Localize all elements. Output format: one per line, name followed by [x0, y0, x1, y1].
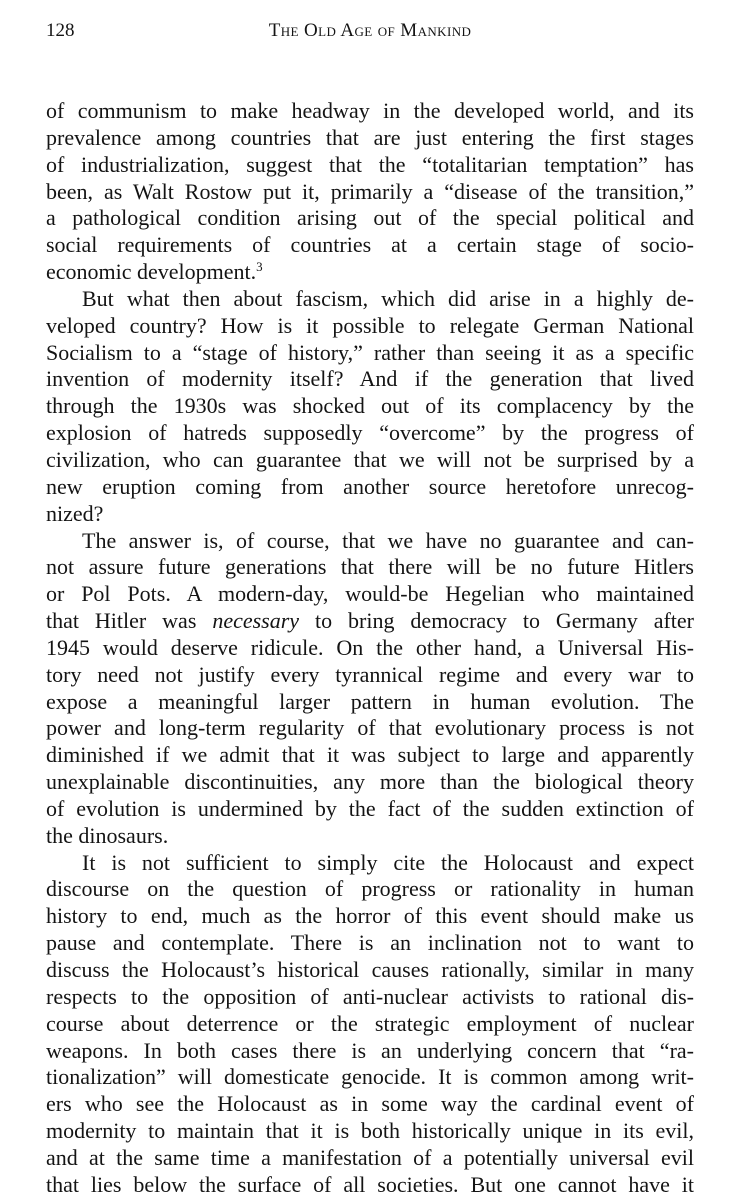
text-line: through the 1930s was shocked out of its complacency by the [46, 393, 694, 419]
text-line: of communism to make headway in the developed world, and its [46, 98, 694, 123]
text-line: been, as Walt Rostow put it, primarily a “disease of the transition,” [46, 178, 694, 204]
text-line: veloped country? How is it possible to relegate German National [46, 312, 694, 338]
text-line: explosion of hatreds supposedly “overcome” by the progress of [46, 420, 694, 446]
text-line: prevalence among countries that are just entering the first stages [46, 124, 694, 150]
paragraph-3 [46, 528, 694, 850]
text-fragment: that Hitler was [46, 608, 213, 634]
text-line: pause and contemplate. There is an inclination not to want to [46, 930, 694, 956]
text-line: unexplainable discontinuities, any more than the biological theory [46, 769, 694, 795]
text-line: tionalization” will domesticate genocide. It is common among writ- [46, 1064, 694, 1090]
emphasized-word: necessary [212, 608, 300, 634]
text-fragment: to bring democracy to Germany after [299, 608, 694, 634]
text-line: of industrialization, suggest that the “totalitarian temptation” has [46, 151, 694, 177]
text-line: or Pol Pots. A modern-day, would-be Hegelian who maintained [46, 581, 694, 607]
text-line: invention of modernity itself? And if the generation that lived [46, 366, 694, 392]
text-line: nized? [46, 500, 104, 526]
text-line: history to end, much as the horror of this event should make us [46, 903, 694, 929]
text-line: and at the same time a manifestation of a potentially universal evil [46, 1144, 694, 1170]
body-text [46, 98, 694, 1199]
text-line: weapons. In both cases there is an underlying concern that “ra- [46, 1037, 694, 1063]
text-line: respects to the opposition of anti-nuclear activists to rational dis- [46, 983, 694, 1009]
text-line: modernity to maintain that it is both historically unique in its evil, [46, 1118, 694, 1144]
text-line: civilization, who can guarantee that we will not be surprised by a [46, 446, 694, 472]
text-line: course about deterrence or the strategic employment of nuclear [46, 1010, 694, 1036]
text-line: It is not sufficient to simply cite the Holocaust and expect [82, 849, 694, 875]
text-line [46, 259, 694, 286]
text-line: the dinosaurs. [46, 822, 169, 848]
book-page [46, 16, 694, 1199]
text-line: ers who see the Holocaust as in some way the cardinal event of [46, 1091, 694, 1117]
text-line: that lies below the surface of all societies. But one cannot have it [46, 1171, 694, 1197]
text-line: discourse on the question of progress or rationality in human [46, 876, 694, 902]
text-line: power and long-term regularity of that evolutionary process is not [46, 715, 694, 741]
text-line: Socialism to a “stage of history,” rather than seeing it as a specific [46, 339, 694, 365]
text-line: not assure future generations that there will be no future Hitlers [46, 554, 694, 580]
paragraph-4 [46, 850, 694, 1199]
text-line: social requirements of countries at a certain stage of socio- [46, 232, 694, 258]
text-line: of evolution is undermined by the fact of the sudden extinction of [46, 795, 694, 821]
text-line: discuss the Holocaust’s historical causes rationally, similar in many [46, 957, 694, 982]
text-line: diminished if we admit that it was subject to large and apparently [46, 742, 694, 768]
text-line [46, 608, 694, 635]
text-line: The answer is, of course, that we have no guarantee and can- [82, 527, 694, 553]
running-title: The Old Age of Mankind [268, 20, 472, 41]
text-line: 1945 would deserve ridicule. On the other hand, a Universal His- [46, 634, 694, 660]
text-line: But what then about fascism, which did arise in a highly de- [82, 285, 694, 311]
footnote-reference: 3 [256, 259, 263, 275]
text-fragment: economic development. [46, 259, 257, 285]
text-line: new eruption coming from another source heretofore unrecog- [46, 473, 694, 499]
text-line: tory need not justify every tyrannical regime and every war to [46, 661, 694, 687]
running-head [46, 16, 694, 46]
paragraph-2 [46, 286, 694, 528]
paragraph-1 [46, 98, 694, 286]
page-number: 128 [46, 20, 75, 41]
text-line: a pathological condition arising out of the special political and [46, 205, 694, 231]
text-line: expose a meaningful larger pattern in human evolution. The [46, 688, 694, 714]
